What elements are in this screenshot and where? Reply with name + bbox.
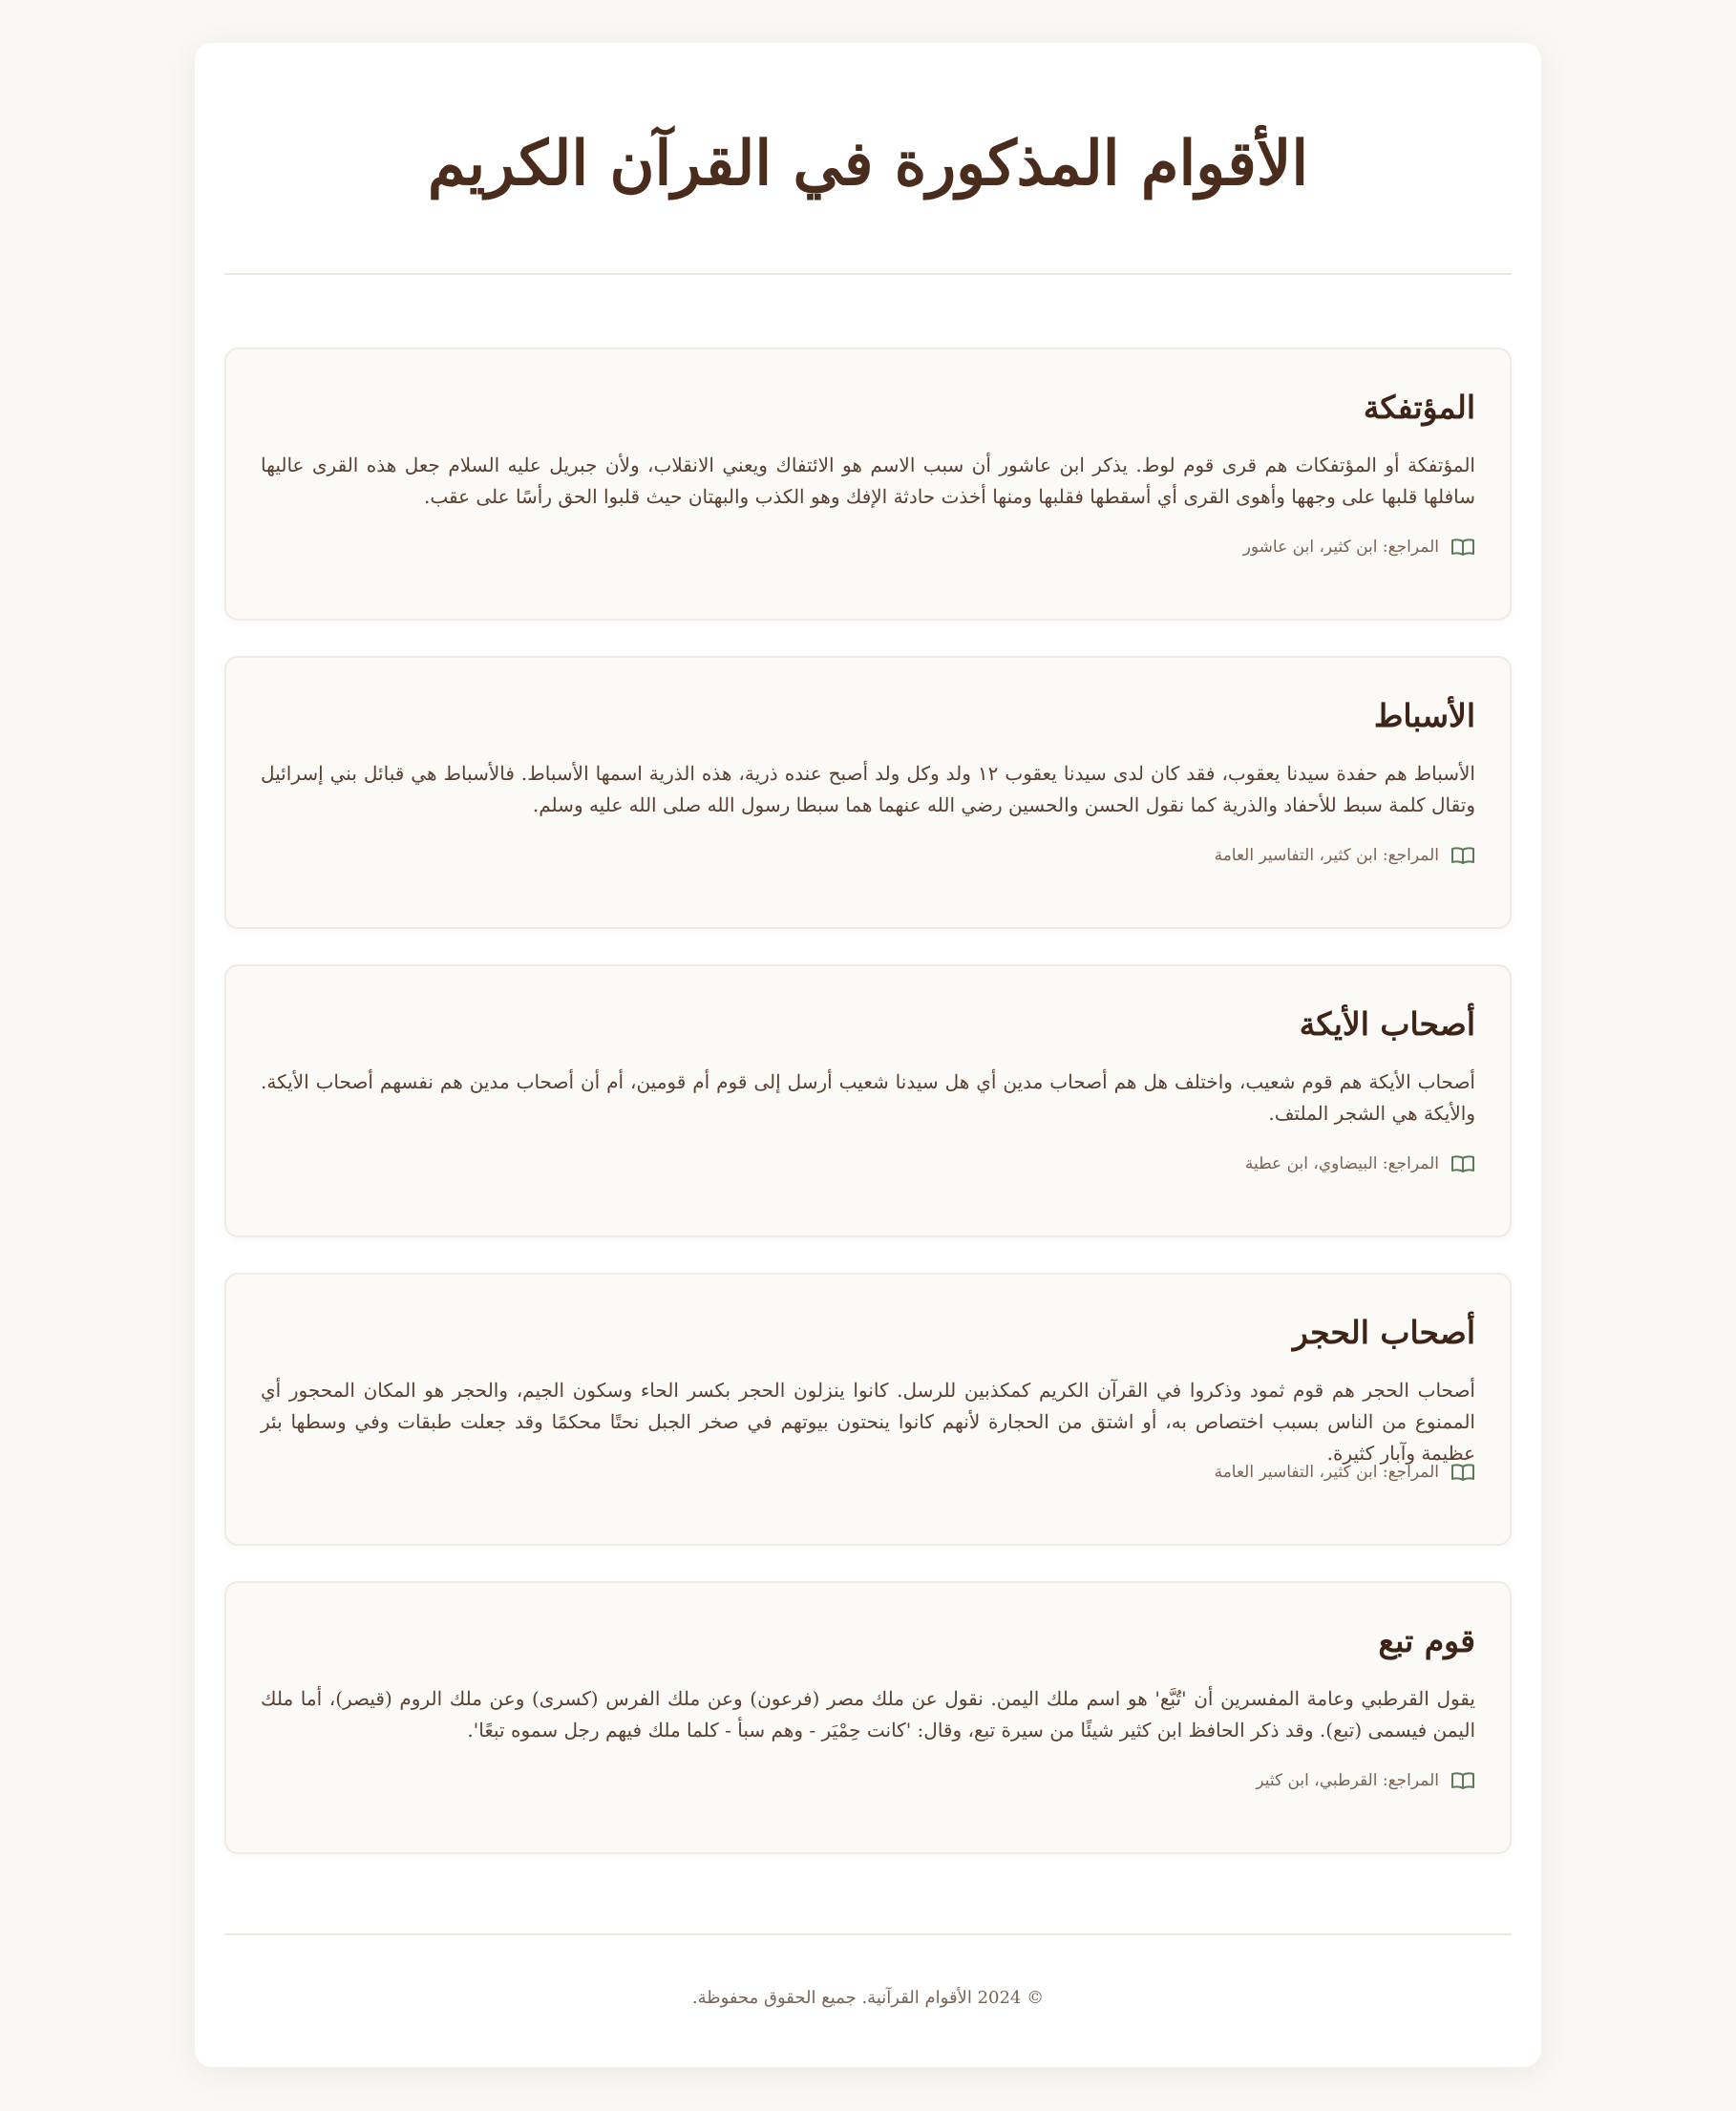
page-header	[224, 43, 1512, 275]
book-open-icon	[1450, 846, 1475, 865]
page-container	[195, 43, 1541, 2067]
entry-title: المؤتفكة	[1363, 389, 1475, 426]
references-label: المراجع: ابن كثير، التفاسير العامة	[1214, 845, 1439, 865]
references-label: المراجع: ابن كثير، التفاسير العامة	[1214, 1462, 1439, 1482]
entry-title: قوم تبع	[1378, 1622, 1475, 1659]
page-title: الأقوام المذكورة في القرآن الكريم	[427, 128, 1309, 200]
entry-text: يقول القرطبي وعامة المفسرين أن 'تُبَّع' هو اسم ملك اليمن. نقول عن ملك مصر (فرعون) وعن ملك الفرس (كسرى) وعن ملك الروم (قيصر)، أما ملك اليمن فيسمى (تبع). وقد ذكر الحافظ ابن كثير شيئًا من سيرة تبع، وقال: 'كانت حِمْيَر - وهم سبأ - كلما ملك فيهم رجل سموه تبعًا'.	[261, 1686, 1475, 1742]
page-footer	[224, 1933, 1512, 2067]
references-label: المراجع: القرطبي، ابن كثير	[1256, 1770, 1439, 1790]
entry-text: الأسباط هم حفدة سيدنا يعقوب، فقد كان لدى سيدنا يعقوب ١٢ ولد وكل ولد أصبح عنده ذرية، هذه الذرية اسمها الأسباط. فالأسباط هي قبائل بني إسرائيل وتقال كلمة سبط للأحفاد والذرية كما نقول الحسن والحسين رضي الله عنهما هما سبطا رسول الله صلى الله عليه وسلم.	[261, 761, 1475, 816]
book-open-icon	[1450, 538, 1475, 557]
copyright-text: © 2024 الأقوام القرآنية. جميع الحقوق محفوظة.	[691, 1987, 1045, 2008]
entry-card	[224, 1273, 1512, 1546]
entry-title: أصحاب الأيكة	[1299, 1005, 1475, 1043]
entry-references	[261, 1154, 1475, 1173]
book-open-icon	[1450, 1771, 1475, 1790]
references-label: المراجع: ابن كثير، ابن عاشور	[1242, 537, 1439, 557]
entry-card	[224, 1581, 1512, 1854]
entry-references	[261, 846, 1475, 865]
entry-title: أصحاب الحجر	[1292, 1314, 1475, 1351]
book-open-icon	[1450, 1463, 1475, 1482]
entry-text: أصحاب الأيكة هم قوم شعيب، واختلف هل هم أصحاب مدين أي هل سيدنا شعيب أرسل إلى قوم أم قومين، أم أن أصحاب مدين هم نفسهم أصحاب الأيكة. والأيكة هي الشجر الملتف.	[261, 1069, 1475, 1125]
references-label: المراجع: البيضاوي، ابن عطية	[1244, 1153, 1439, 1173]
entry-card	[224, 656, 1512, 929]
entry-references	[261, 1463, 1475, 1482]
entry-text: أصحاب الحجر هم قوم ثمود وذكروا في القرآن الكريم كمكذبين للرسل. كانوا ينزلون الحجر بكسر الحاء وسكون الجيم، والحجر هو المكان المحجور أي الممنوع من الناس بسبب اختصاص به، أو اشتق من الحجارة لأنهم كانوا ينحتون بيوتهم في صخر الجبل نحتًا محكمًا وقد جعلت طبقات وفي وسطها بئر عظيمة وآبار كثيرة.	[261, 1378, 1475, 1465]
entry-card	[224, 348, 1512, 621]
entries-list	[224, 275, 1512, 1854]
entry-text: المؤتفكة أو المؤتفكات هم قرى قوم لوط. يذكر ابن عاشور أن سبب الاسم هو الائتفاك ويعني الانقلاب، ولأن جبريل عليه السلام جعل هذه القرى عاليها سافلها قلبها على وجهها وأهوى القرى أي أسقطها فقلبها ومنها أخذت حادثة الإفك وهو الكذب والبهتان حيث قلبوا الحق رأسًا على عقب.	[261, 453, 1475, 508]
entry-title: الأسباط	[1373, 697, 1475, 734]
entry-card	[224, 964, 1512, 1237]
book-open-icon	[1450, 1154, 1475, 1173]
entry-references	[261, 1771, 1475, 1790]
entry-references	[261, 538, 1475, 557]
